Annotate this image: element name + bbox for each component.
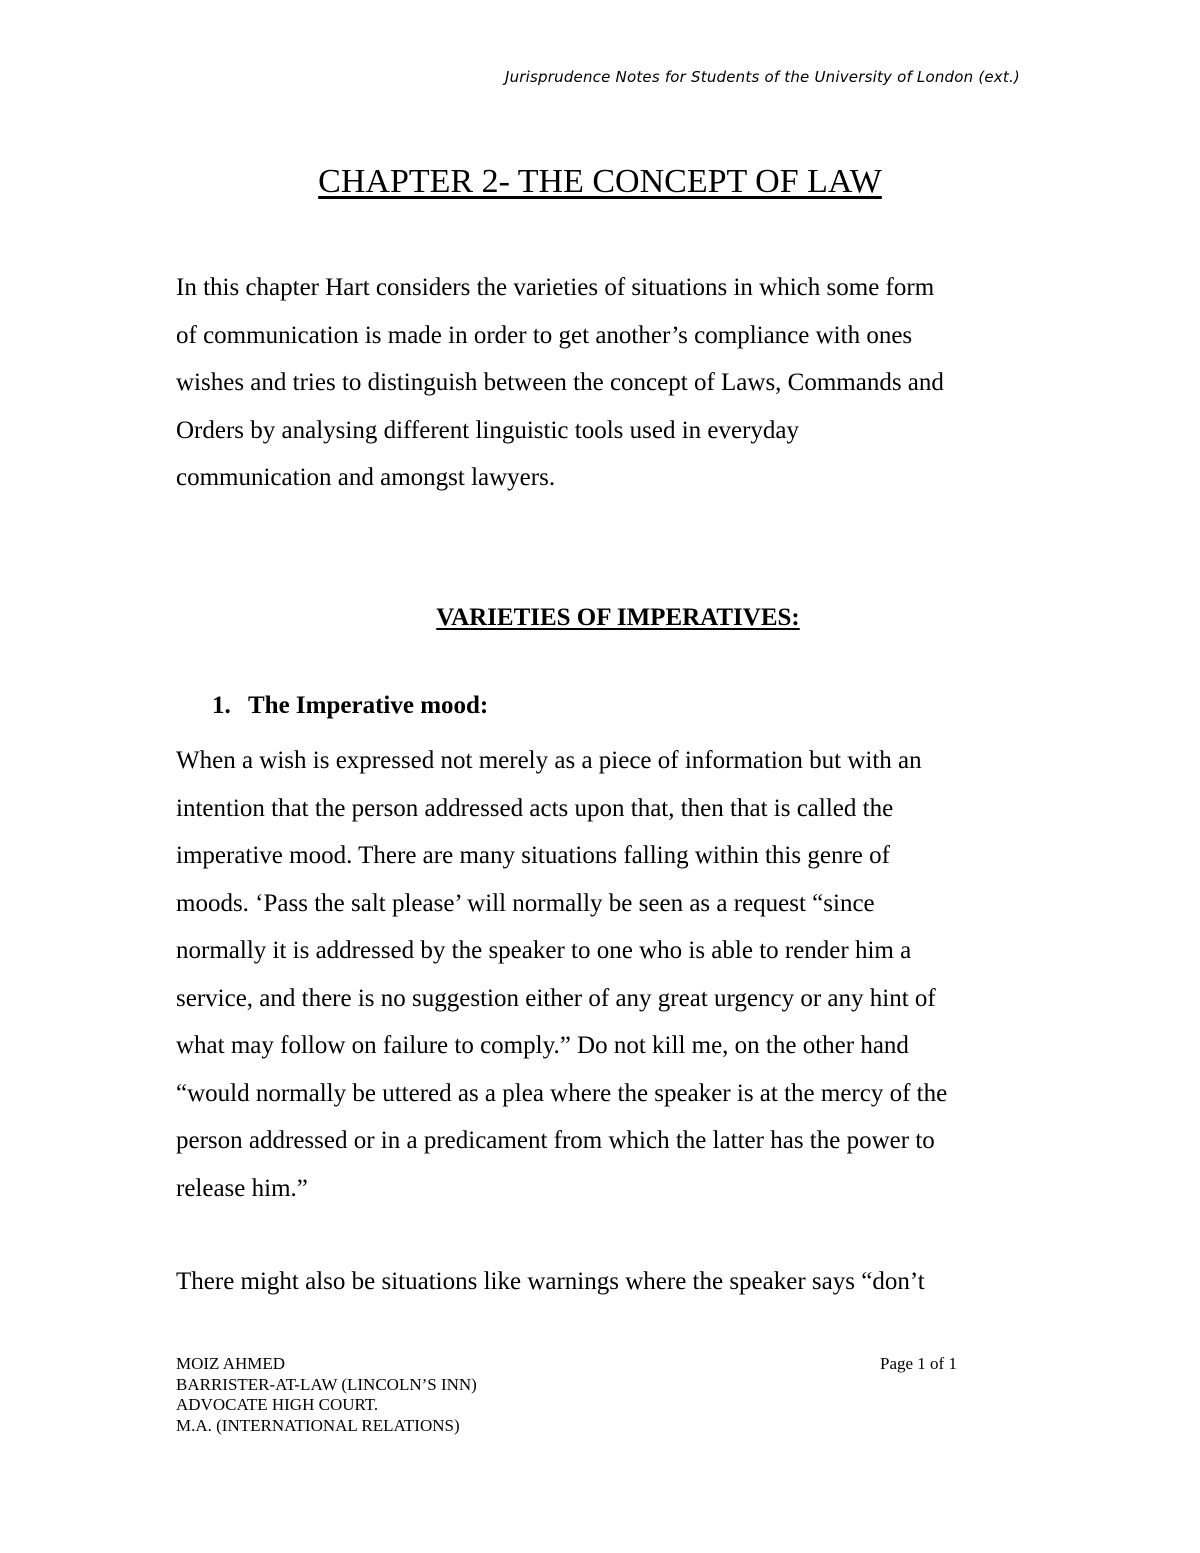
intro-line: In this chapter Hart considers the varieties of situations in which some form bbox=[176, 274, 935, 301]
footer-author-line: M.A. (INTERNATIONAL RELATIONS) bbox=[176, 1415, 460, 1435]
body-paragraph bbox=[176, 1258, 925, 1306]
intro-line: of communication is made in order to get another’s compliance with ones bbox=[176, 321, 913, 349]
section-heading: VARIETIES OF IMPERATIVES: bbox=[436, 604, 800, 631]
paragraph-line: moods. ‘Pass the salt please’ will normally be seen as a request “since bbox=[176, 889, 875, 917]
footer-author-line: MOIZ AHMED bbox=[176, 1354, 286, 1373]
paragraph-line: intention that the person addressed acts upon that, then that is called the bbox=[176, 794, 894, 822]
numbered-subheading bbox=[212, 692, 488, 720]
footer-author-block bbox=[176, 1354, 477, 1436]
body-paragraph bbox=[176, 737, 947, 1212]
footer-author-line: BARRISTER-AT-LAW (LINCOLN’S INN) bbox=[176, 1374, 477, 1394]
paragraph-line: release him.” bbox=[176, 1174, 308, 1202]
paragraph-line: person addressed or in a predicament from which the latter has the power to bbox=[176, 1127, 935, 1154]
list-number: 1. bbox=[212, 692, 231, 719]
paragraph-line: There might also be situations like warnings where the speaker says “don’t bbox=[176, 1268, 925, 1295]
paragraph-line: service, and there is no suggestion either of any great urgency or any hint of bbox=[176, 984, 936, 1012]
chapter-title: CHAPTER 2- THE CONCEPT OF LAW bbox=[318, 163, 882, 200]
intro-line: communication and amongst lawyers. bbox=[176, 464, 556, 491]
running-header: Jurisprudence Notes for Students of the University of London (ext.) bbox=[504, 68, 1020, 86]
intro-line: Orders by analysing different linguistic tools used in everyday bbox=[176, 416, 800, 444]
subheading-title: The Imperative mood: bbox=[248, 692, 489, 719]
intro-line: wishes and tries to distinguish between the concept of Laws, Commands and bbox=[176, 369, 944, 396]
intro-paragraph bbox=[176, 264, 944, 502]
paragraph-line: what may follow on failure to comply.” Do not kill me, on the other hand bbox=[176, 1032, 909, 1059]
paragraph-line: “would normally be uttered as a plea where the speaker is at the mercy of the bbox=[176, 1079, 948, 1107]
page-number: Page 1 of 1 bbox=[880, 1354, 957, 1373]
paragraph-line: imperative mood. There are many situations falling within this genre of bbox=[176, 842, 890, 869]
footer-author-line: ADVOCATE HIGH COURT. bbox=[176, 1395, 379, 1414]
paragraph-line: normally it is addressed by the speaker to one who is able to render him a bbox=[176, 937, 912, 964]
paragraph-line: When a wish is expressed not merely as a piece of information but with an bbox=[176, 747, 922, 774]
